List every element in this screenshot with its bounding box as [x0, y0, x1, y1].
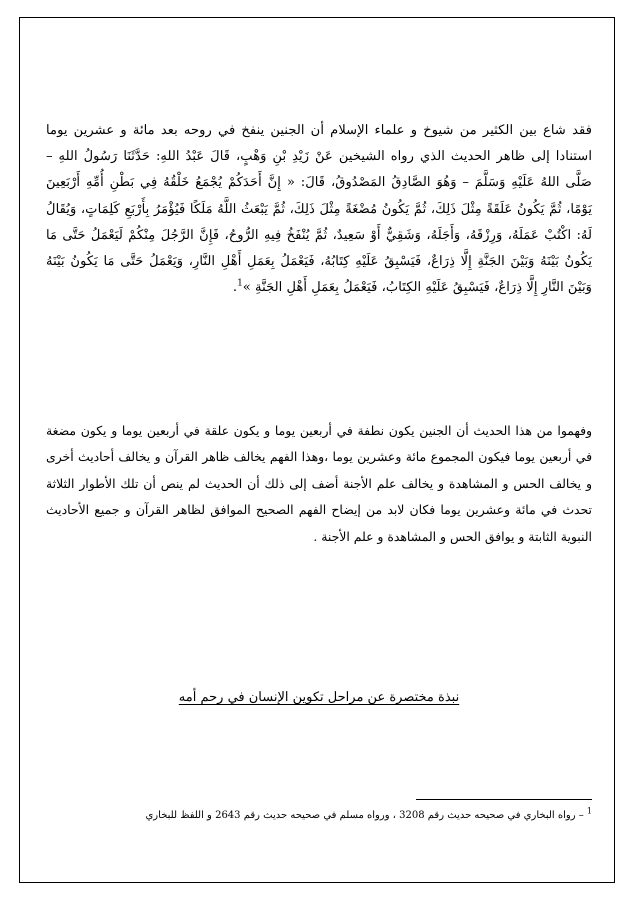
paragraph-hadith: [46, 118, 592, 301]
section-heading-text: نبذة مختصرة عن مراحل تكوين الإنسان في رحم أمه: [178, 690, 460, 705]
footnote-reference[interactable]: 1: [237, 278, 243, 289]
paragraph-interpretation: وفهموا من هذا الحديث أن الجنين يكون نطفة في أربعين يوما و يكون علقة في أربعين يوما و يكون مضغة في أربعين يوما فيكون المجموع مائة وعشرين يوما ،وهذا الفهم يخالف ظاهر القرآن و يخالف أحاديث أخرى و يخالف الحس و المشاهدة و يخالف علم الأجنة أضف إلى ذلك أن الحديث لم ينص أن تلك الأطوار الثلاثة تحدث في مائة وعشرين يوما فكان لابد من إيضاح الفهم الصحيح الموافق لظاهر القرآن و جميع الأحاديث النبوية الثابتة و يوافق الحس و المشاهدة و علم الأجنة .: [46, 423, 592, 544]
paragraph-end-punct: .: [232, 280, 238, 296]
footnote: [46, 808, 592, 824]
footnote-divider: [416, 799, 592, 800]
document-body: [46, 118, 592, 544]
footnote-number: 1: [586, 806, 592, 816]
section-heading: [0, 688, 638, 708]
footnote-text: – رواه البخاري في صحيحه حديث رقم 3208 ، ورواه مسلم في صحيحه حديث رقم 2643 و اللفظ للبخاري: [145, 810, 584, 821]
paragraph-hadith-text: فقد شاع بين الكثير من شيوخ و علماء الإسلام أن الجنين ينفخ في روحه بعد مائة و عشرين يوما استنادا إلى ظاهر الحديث الذي رواه الشيخين عَنْ زَيْدِ بْنِ وَهْبٍ، قَالَ عَبْدُ اللهِ: حَدَّثَنَا رَسُولُ اللهِ – صَلَّى اللهُ عَلَيْهِ وَسَلَّمَ – وَهُوَ الصَّادِقُ المَصْدُوقُ، قَالَ: « إِنَّ أَحَدَكُمْ يُجْمَعُ خَلْقُهُ فِي بَطْنِ أُمِّهِ أَرْبَعِينَ يَوْمًا، ثُمَّ يَكُونُ عَلَقَةً مِثْلَ ذَلِكَ، ثُمَّ يَكُونُ مُضْغَةً مِثْلَ ذَلِكَ، ثُمَّ يَبْعَثُ اللَّهُ مَلَكًا فَيُؤْمَرُ بِأَرْبَعِ كَلِمَاتٍ، وَيُقَالُ لَهُ: اكْتُبْ عَمَلَهُ، وَرِزْقَهُ، وَأَجَلَهُ، وَشَقِيٌّ أَوْ سَعِيدٌ، ثُمَّ يُنْفَخُ فِيهِ الرُّوحُ، فَإِنَّ الرَّجُلَ مِنْكُمْ لَيَعْمَلُ حَتَّى مَا يَكُونُ بَيْنَهُ وَبَيْنَ الجَنَّةِ إِلَّا ذِرَاعٌ، فَيَسْبِقُ عَلَيْهِ كِتَابُهُ، فَيَعْمَلُ بِعَمَلِ أَهْلِ النَّارِ، وَيَعْمَلُ حَتَّى مَا يَكُونُ بَيْنَهُ وَبَيْنَ النَّارِ إِلَّا ذِرَاعٌ، فَيَسْبِقُ عَلَيْهِ الكِتَابُ، فَيَعْمَلُ بِعَمَلِ أَهْلِ الجَنَّةِ »: [46, 123, 592, 296]
